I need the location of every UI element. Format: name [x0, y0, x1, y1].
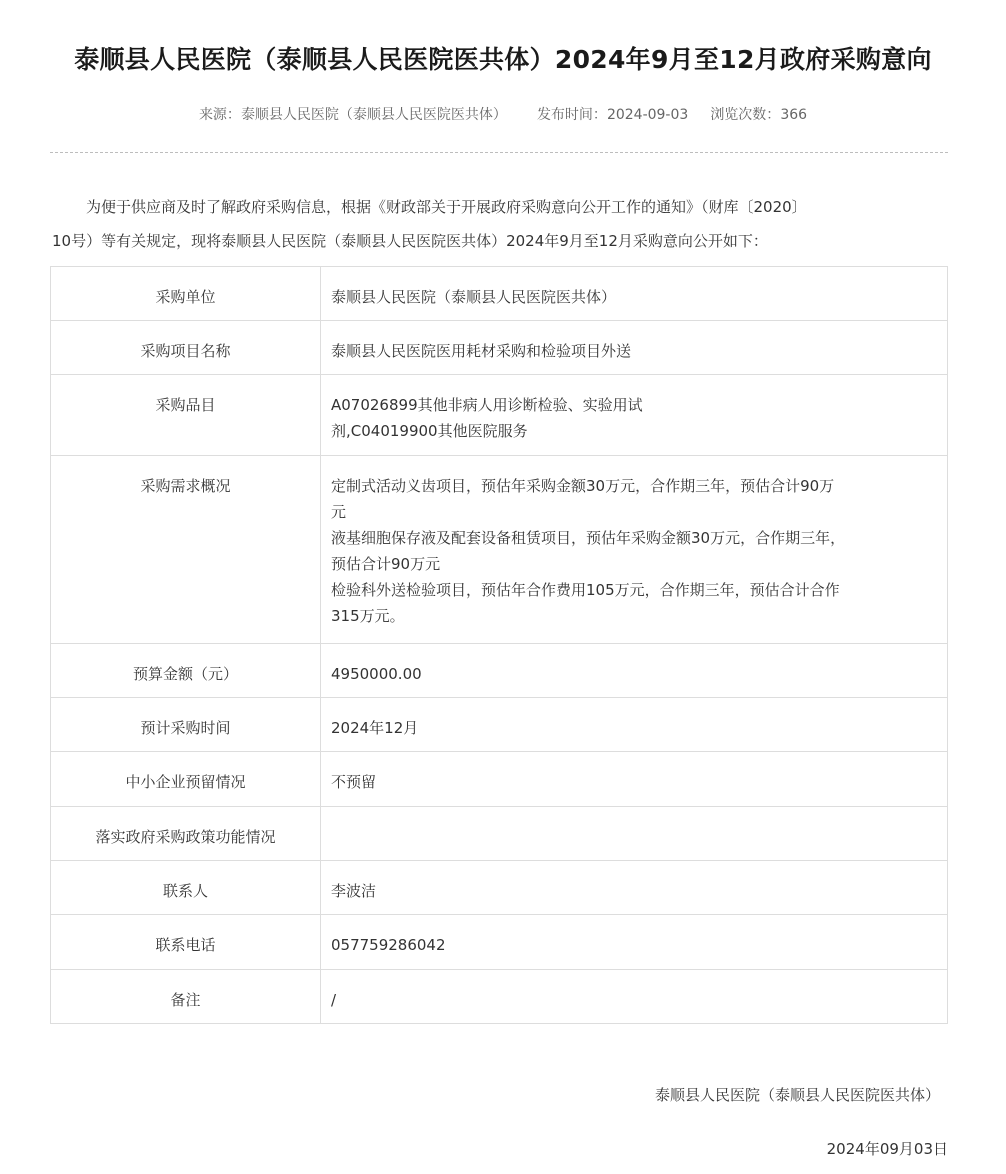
row-value-cell	[321, 970, 948, 1024]
row-value-cell	[321, 456, 948, 644]
row-value	[331, 456, 933, 629]
table-row	[51, 644, 948, 698]
row-label: 采购需求概况	[140, 477, 231, 495]
row-label-cell	[51, 456, 321, 644]
row-label-cell	[51, 267, 321, 321]
row-value	[331, 698, 933, 741]
row-value-line: 李波洁	[331, 882, 377, 900]
publish-label: 发布时间：	[536, 107, 607, 123]
row-value-line: 315万元。	[331, 607, 405, 625]
table-row	[51, 970, 948, 1024]
row-value-cell	[321, 267, 948, 321]
row-label-cell	[51, 861, 321, 915]
row-value	[331, 970, 933, 1013]
row-value	[331, 807, 933, 824]
publish-date: 2024-09-03	[606, 107, 689, 123]
row-label: 采购项目名称	[140, 342, 231, 360]
source-label: 来源：	[198, 107, 241, 123]
row-value-cell	[321, 375, 948, 456]
row-value-cell	[321, 861, 948, 915]
row-value-line: 预估合计90万元	[331, 555, 441, 573]
table-row	[51, 321, 948, 375]
row-label: 联系电话	[155, 936, 216, 954]
row-value	[331, 752, 933, 795]
row-value-line: 2024年12月	[331, 719, 419, 737]
row-value	[331, 375, 933, 444]
row-value	[331, 321, 933, 364]
row-label: 中小企业预留情况	[125, 773, 246, 791]
table-row	[51, 807, 948, 861]
source-value: 泰顺县人民医院（泰顺县人民医院医共体）	[240, 107, 507, 123]
row-label: 落实政府采购政策功能情况	[95, 828, 276, 846]
row-label: 预计采购时间	[140, 719, 231, 737]
table-row	[51, 267, 948, 321]
row-value-line: 检验科外送检验项目，预估年合作费用105万元，合作期三年，预估合计合作	[331, 581, 840, 599]
views-label: 浏览次数：	[710, 107, 781, 123]
row-value	[331, 644, 933, 687]
row-label: 采购单位	[155, 288, 216, 306]
row-value-line: 泰顺县人民医院（泰顺县人民医院医共体）	[331, 288, 617, 306]
signature-date: 2024年09月03日	[826, 1140, 948, 1158]
views-count: 366	[780, 107, 808, 123]
dashed-divider	[50, 152, 948, 153]
row-value	[331, 861, 933, 904]
row-value-line: 剂,C04019900其他医院服务	[331, 422, 528, 440]
table-row	[51, 698, 948, 752]
table-row	[51, 456, 948, 644]
row-label-cell	[51, 752, 321, 807]
row-label: 备注	[170, 991, 201, 1009]
row-value-line: 不预留	[331, 773, 377, 791]
signature-org: 泰顺县人民医院（泰顺县人民医院医共体）	[654, 1086, 940, 1104]
table-row	[51, 752, 948, 807]
row-label-cell	[51, 915, 321, 970]
row-label: 采购品目	[155, 396, 216, 414]
row-value-cell	[321, 807, 948, 861]
row-label-cell	[51, 321, 321, 375]
intro-paragraph	[52, 190, 948, 258]
row-label: 联系人	[162, 882, 208, 900]
row-label-cell	[51, 807, 321, 861]
row-label-cell	[51, 698, 321, 752]
intro-line-1: 为便于供应商及时了解政府采购信息，根据《财政部关于开展政府采购意向公开工作的通知》（财库〔2020〕	[86, 198, 807, 216]
procurement-intent-table	[50, 266, 948, 1024]
row-value-line: 定制式活动义齿项目，预估年采购金额30万元，合作期三年，预估合计90万	[331, 477, 835, 495]
row-value-line: 4950000.00	[331, 665, 422, 683]
row-value	[331, 915, 933, 958]
row-value-line: 液基细胞保存液及配套设备租赁项目，预估年采购金额30万元，合作期三年，	[331, 529, 846, 547]
row-value-cell	[321, 915, 948, 970]
row-value-line: 泰顺县人民医院医用耗材采购和检验项目外送	[331, 342, 632, 360]
row-value-line: 元	[331, 503, 347, 521]
row-value-cell	[321, 752, 948, 807]
row-label: 预算金额（元）	[132, 665, 238, 683]
row-value-line: 057759286042	[331, 936, 446, 954]
table-row	[51, 861, 948, 915]
article-meta	[0, 104, 1006, 124]
row-value-cell	[321, 321, 948, 375]
row-value	[331, 267, 933, 310]
row-value-cell	[321, 698, 948, 752]
row-label-cell	[51, 970, 321, 1024]
intro-line-2: 10号）等有关规定，现将泰顺县人民医院（泰顺县人民医院医共体）2024年9月至12月采购意向公开如下：	[52, 232, 768, 250]
row-label-cell	[51, 644, 321, 698]
page-title: 泰顺县人民医院（泰顺县人民医院医共体）2024年9月至12月政府采购意向	[74, 45, 932, 74]
row-value-cell	[321, 644, 948, 698]
table-row	[51, 375, 948, 456]
table-row	[51, 915, 948, 970]
row-value-line: A07026899其他非病人用诊断检验、实验用试	[331, 396, 643, 414]
row-label-cell	[51, 375, 321, 456]
row-value-line: /	[331, 991, 337, 1009]
